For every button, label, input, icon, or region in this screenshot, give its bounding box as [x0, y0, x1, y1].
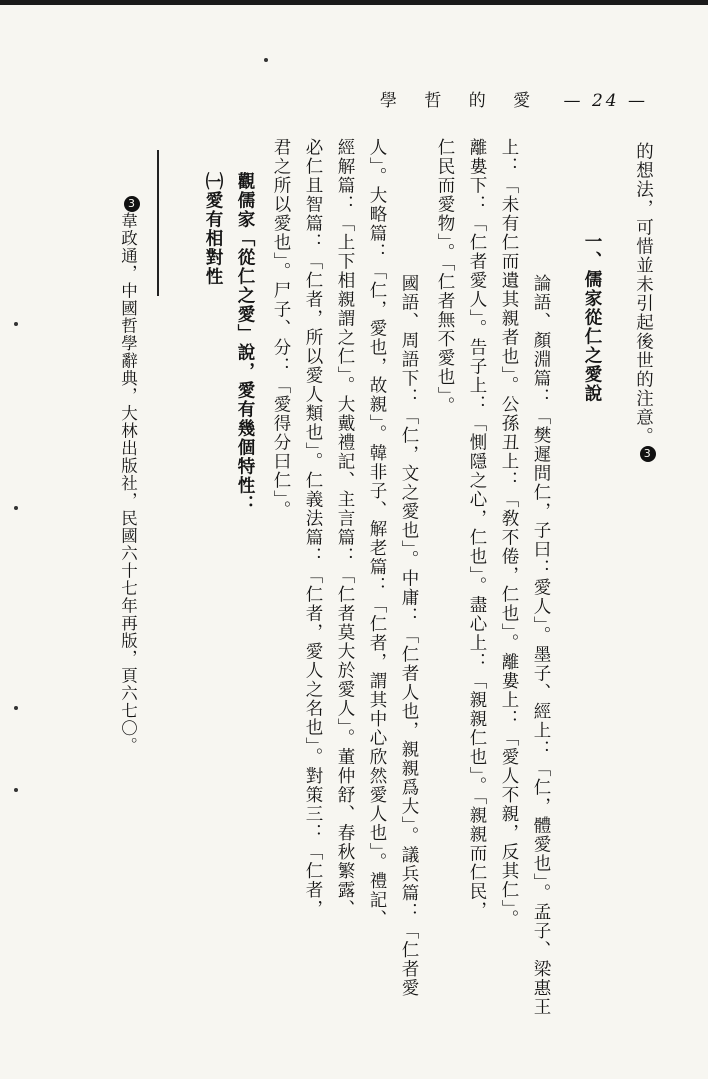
page-header: [380, 86, 648, 111]
top-border-rule: [0, 0, 708, 5]
running-title: 學 哲 的 愛: [379, 91, 542, 111]
body-column-10: 必仁且智篇：「仁者，所以愛人類也」。仁義法篇：「仁者，愛人之名也」。對策三：「仁者，: [303, 138, 323, 919]
body-column-11: 君之所以愛也」。尸子、分：「愛得分曰仁」。: [271, 138, 291, 520]
scan-speck: [14, 706, 18, 710]
body-column-5: 離婁下：「仁者愛人」。告子上：「惻隱之心，仁也」。盡心上：「親親仁也」。「親親而仁民，: [467, 138, 487, 920]
footnote-text: 韋政通，中國哲學辭典，大林出版社，民國六十七年再版，頁六七〇。: [118, 212, 138, 755]
footnote-number-marker: 3: [124, 196, 140, 212]
scan-speck: [264, 58, 268, 62]
scan-speck: [14, 506, 18, 510]
body-column-3: 論語、顏淵篇：「樊遲問仁，子曰：愛人」。墨子、經上：「仁，體愛也」。孟子、梁惠王: [531, 274, 551, 1017]
section-heading: 一、儒家從仁之愛說: [582, 232, 602, 403]
body-column-9: 經解篇：「上下相親謂之仁」。大戴禮記、主言篇：「仁者莫大於愛人」。董仲舒、春秋繁露、: [335, 138, 355, 919]
subheading: ㈠愛有相對性: [203, 172, 223, 286]
body-column-8: 人」。大略篇：「仁，愛也，故親」。韓非子、解老篇：「仁者，謂其中心欣然愛人也」。禮記、: [367, 138, 387, 929]
footnote: [119, 196, 140, 755]
body-column-1: [634, 142, 656, 462]
page-number: — 24 —: [563, 91, 648, 111]
body-column-12: 觀儒家「從仁之愛」說，愛有幾個特性：: [235, 172, 255, 514]
body-column-6: 仁民而愛物」。「仁者無不愛也」。: [435, 138, 455, 416]
scan-speck: [14, 788, 18, 792]
footnote-reference-marker: 3: [640, 446, 656, 462]
scan-speck: [14, 322, 18, 326]
body-column-7: 國語、周語下：「仁，文之愛也」。中庸：「仁者人也，親親爲大」。議兵篇：「仁者愛: [399, 274, 419, 998]
footnote-divider: [157, 150, 159, 296]
body-column-4: 上：「未有仁而遺其親者也」。公孫丑上：「敎不倦，仁也」。離婁上：「愛人不親，反其仁」。: [499, 138, 519, 929]
body-text: 的想法，可惜並未引起後世的注意。: [633, 142, 654, 446]
